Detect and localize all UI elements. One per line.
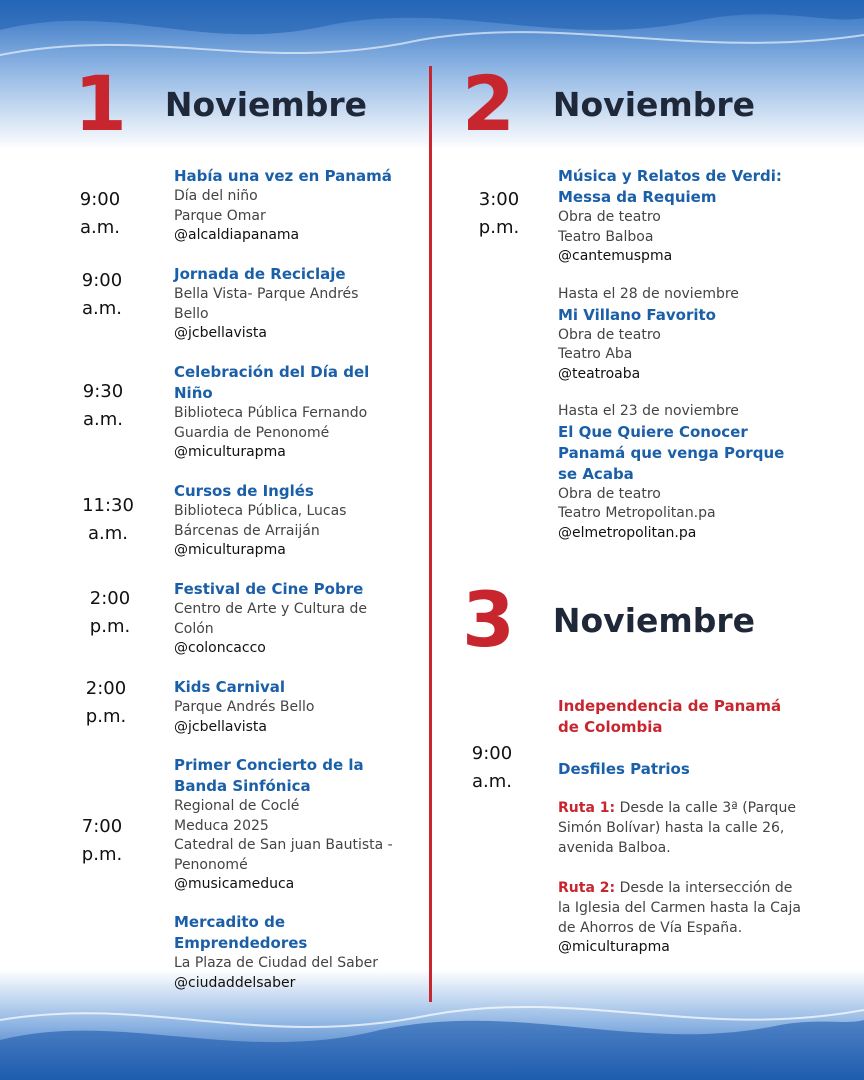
event-detail: Parque Andrés Bello xyxy=(174,699,315,715)
event-detail: Obra de teatro xyxy=(558,209,661,225)
event-detail: Guardia de Penonomé xyxy=(174,424,330,441)
time-hour: 9:30 xyxy=(82,381,124,402)
event-detail: Centro de Arte y Cultura de xyxy=(174,601,367,617)
day3-number: 3 xyxy=(462,575,513,664)
event-title: Mercadito de Emprendedores xyxy=(174,913,308,952)
time-period: a.m. xyxy=(87,523,128,544)
route-2-text: Desde la intersección de la Iglesia del Carmen hasta la Caja de Ahorros de Vía España. xyxy=(558,880,801,936)
event-handle: @ciudaddelsaber xyxy=(174,974,296,991)
event-detail: Catedral de San juan Bautista - xyxy=(174,837,393,853)
route-1 xyxy=(558,798,803,858)
event-detail: La Plaza de Ciudad del Saber xyxy=(174,955,378,971)
bottom-wave-background xyxy=(0,970,864,1080)
event-handle: @elmetropolitan.pa xyxy=(558,524,697,541)
event-handle: @alcaldiapanama xyxy=(174,227,300,243)
event-handle: @jcbellavista xyxy=(174,325,267,341)
event-title: Festival de Cine Pobre xyxy=(174,580,364,598)
event-detail: Biblioteca Pública, Lucas xyxy=(174,503,347,519)
route-2-label: Ruta 2: xyxy=(558,880,616,896)
day1-event6 xyxy=(174,677,414,737)
event-title: Cursos de Inglés xyxy=(174,482,314,500)
day3-month: Noviembre xyxy=(552,600,756,640)
route-1-label: Ruta 1: xyxy=(558,800,616,816)
day2-event3 xyxy=(558,402,803,543)
event-title: Mi Villano Favorito xyxy=(558,305,716,324)
event-date-range: Hasta el 28 de noviembre xyxy=(558,286,739,302)
time-hour: 2:00 xyxy=(89,588,131,609)
event-detail: Bello xyxy=(174,305,209,322)
day1-event2-time xyxy=(62,267,142,323)
day3-event xyxy=(558,696,803,958)
time-hour: 9:00 xyxy=(81,270,123,291)
event-title: Música y Relatos de Verdi: Messa da Requiem xyxy=(558,167,782,206)
event-subheading: Desfiles Patrios xyxy=(558,760,690,778)
event-handle: @jcbellavista xyxy=(174,718,267,735)
time-hour: 11:30 xyxy=(82,495,134,516)
time-period: p.m. xyxy=(85,706,127,727)
day1-month: Noviembre xyxy=(164,84,368,124)
day1-event2 xyxy=(174,264,414,344)
event-title: Primer Concierto de la Banda Sinfónica xyxy=(174,756,364,795)
event-heading: Independencia de Panamá de Colombia xyxy=(558,697,782,736)
event-title: Celebración del Día del Niño xyxy=(174,363,370,402)
event-detail: Meduca 2025 xyxy=(174,817,269,834)
event-detail: Bárcenas de Arraiján xyxy=(174,522,320,539)
day2-month: Noviembre xyxy=(552,84,756,124)
event-handle: @musicameduca xyxy=(174,876,295,892)
event-title: El Que Quiere Conocer Panamá que venga Porque se Acaba xyxy=(558,422,785,483)
event-handle: @miculturapma xyxy=(558,939,670,955)
event-detail: Teatro Aba xyxy=(558,346,633,362)
day2-time xyxy=(459,186,539,242)
event-handle: @miculturapma xyxy=(174,444,286,460)
day2-event2 xyxy=(558,285,798,384)
day1-event5-time xyxy=(70,585,150,641)
event-detail: Obra de teatro xyxy=(558,326,661,343)
route-1-text: Desde la calle 3ª (Parque Simón Bolívar) hasta la calle 26, avenida Balboa. xyxy=(558,800,796,856)
day1-event4 xyxy=(174,481,414,561)
event-handle: @teatroaba xyxy=(558,365,641,382)
event-detail: Colón xyxy=(174,620,214,637)
event-detail: Día del niño xyxy=(174,188,258,204)
time-period: a.m. xyxy=(471,771,512,792)
day1-event7 xyxy=(174,755,409,895)
event-detail: Biblioteca Pública Fernando xyxy=(174,405,368,421)
time-hour: 9:00 xyxy=(471,743,513,764)
event-handle: @cantemuspma xyxy=(558,248,673,264)
time-period: a.m. xyxy=(81,298,122,319)
time-hour: 7:00 xyxy=(81,816,123,837)
time-hour: 3:00 xyxy=(478,189,520,210)
time-period: a.m. xyxy=(79,217,120,238)
day1-number: 1 xyxy=(74,59,125,148)
day2-header xyxy=(462,59,756,148)
event-handle: @miculturapma xyxy=(174,542,286,558)
day1-event7-time xyxy=(62,813,142,869)
event-title: Había una vez en Panamá xyxy=(174,167,392,185)
event-detail: Penonomé xyxy=(174,856,248,873)
day2-event1 xyxy=(558,166,798,267)
day1-event5 xyxy=(174,579,414,659)
day1-event3 xyxy=(174,362,394,463)
day1-event6-time xyxy=(66,675,146,731)
day1-event4-time xyxy=(68,492,148,548)
event-detail: Regional de Coclé xyxy=(174,798,300,814)
time-period: p.m. xyxy=(478,217,520,238)
event-title: Jornada de Reciclaje xyxy=(174,265,346,283)
event-detail: Parque Omar xyxy=(174,207,266,224)
route-2 xyxy=(558,878,803,938)
day2-number: 2 xyxy=(462,59,513,148)
event-detail: Teatro Metropolitan.pa xyxy=(558,505,716,521)
event-title: Kids Carnival xyxy=(174,678,286,696)
time-hour: 9:00 xyxy=(79,189,121,210)
day1-event1 xyxy=(174,166,414,246)
time-period: p.m. xyxy=(81,844,123,865)
event-detail: Teatro Balboa xyxy=(558,228,654,245)
day1-event1-time xyxy=(60,186,140,242)
day3-header xyxy=(462,575,756,664)
day1-header xyxy=(74,59,368,148)
event-detail: Bella Vista- Parque Andrés xyxy=(174,286,359,302)
event-handle: @coloncacco xyxy=(174,640,266,656)
event-date-range: Hasta el 23 de noviembre xyxy=(558,403,739,419)
time-period: p.m. xyxy=(89,616,131,637)
day3-time xyxy=(452,740,532,796)
day1-event8 xyxy=(174,912,394,993)
time-period: a.m. xyxy=(82,409,123,430)
event-detail: Obra de teatro xyxy=(558,485,661,502)
day1-event3-time xyxy=(63,378,143,434)
time-hour: 2:00 xyxy=(85,678,127,699)
column-divider xyxy=(429,66,432,1002)
